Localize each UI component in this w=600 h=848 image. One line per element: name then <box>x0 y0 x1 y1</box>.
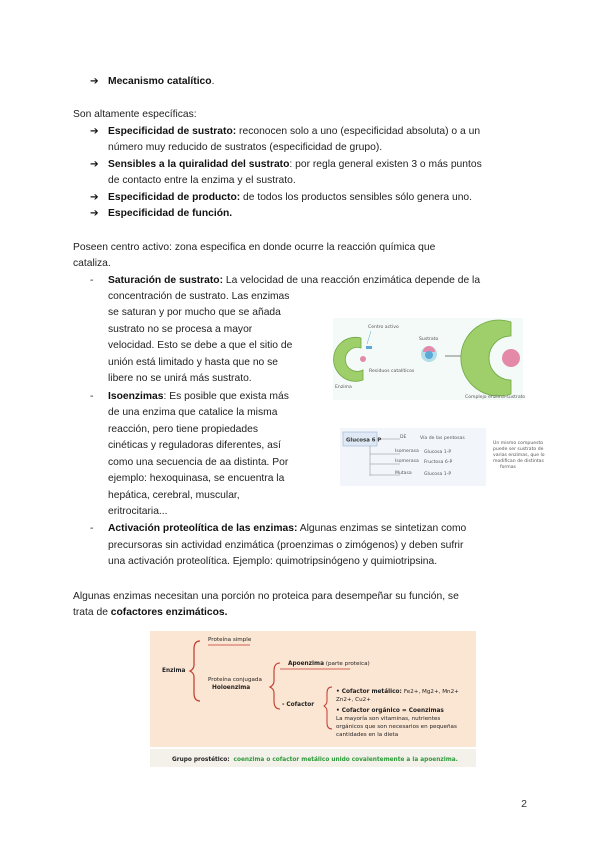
apoenzima-note: (parte proteica) <box>324 661 370 667</box>
cofactor-label: - Cofactor <box>282 702 315 708</box>
isoenzimas-text: de una enzima que catalice la misma <box>108 407 278 418</box>
note-line: Un mismo compuesto <box>493 441 544 446</box>
arrow-icon: ➔ <box>90 208 99 219</box>
cofactores-intro: Algunas enzimas necesitan una porción no proteica para desempeñar su función, se <box>73 591 459 602</box>
metalico-line2: Zn2+, Cu2+ <box>336 697 371 703</box>
holoenzima: Holoenzima <box>212 685 251 691</box>
note-line: puede ser sustrato de <box>493 447 544 452</box>
organico-label: • Cofactor orgánico = Coenzimas <box>336 708 444 714</box>
isoenzimas-text: reacción, pero tiene propiedades <box>108 424 258 435</box>
arrow-icon: ➔ <box>90 126 99 137</box>
row-left: DE <box>400 435 407 440</box>
proteina-simple: Proteína simple <box>208 637 252 643</box>
row-right: Glucosa 1-P <box>424 450 452 455</box>
catalytic-residue <box>360 356 366 362</box>
grupo-text: coenzima o cofactor metálico unido covalentemente a la apoenzima. <box>233 757 458 763</box>
specificity-item: ➔ Especificidad de función. <box>90 206 232 222</box>
apoenzima-line <box>288 661 370 667</box>
apoenzima-label: Apoenzima <box>288 661 324 667</box>
grupo-label: Grupo prostético: <box>172 757 230 763</box>
note-line: modifican de distintas <box>493 459 544 464</box>
glucose-6p-figure <box>340 428 545 486</box>
saturacion-text: concentración de sustrato. Las enzimas <box>108 291 290 302</box>
glucose-label: Glucosa 6 P <box>346 437 382 444</box>
note-line: formas <box>500 465 516 470</box>
arrow-icon: ➔ <box>90 76 99 87</box>
label-centro-activo: Centro activo <box>368 325 399 330</box>
activacion-text: precursoras sin actividad enzimática (proenzimas o zimógenos) y deben sufrir <box>108 540 464 551</box>
organico-line: La mayoría son vitaminas, nutrientes <box>336 716 441 722</box>
label-sustrato: Sustrato <box>419 337 439 342</box>
specificity-item: ➔ Especificidad de producto: de todos los productos sensibles sólo genera uno. <box>90 190 472 206</box>
activacion-item: - Activación proteolítica de las enzimas: Algunas enzimas se sintetizan como <box>90 523 467 534</box>
label-complejo: Complejo enzima-sustrato <box>465 395 526 400</box>
active-site-mark <box>366 346 372 349</box>
isoenzimas-text: hepática, cerebral, muscular, <box>108 490 240 501</box>
row-left: Isomerasa <box>395 449 419 454</box>
isoenzimas-text: cinéticas y reguladoras diferentes, así <box>108 440 281 451</box>
activacion-text: una activación proteolítica. Ejemplo: quimotripsinógeno y quimiotripsina. <box>108 556 438 567</box>
saturacion-item: - Saturación de sustrato: La velocidad de una reacción enzimática depende de la <box>90 275 481 286</box>
mecanismo-heading: ➔ Mecanismo catalítico. <box>90 74 214 90</box>
metalico-label: • Cofactor metálico: <box>336 689 404 695</box>
centro-activo-text-cont: cataliza. <box>73 258 111 269</box>
isoenzimas-text: ejemplo: hexoquinasa, se encuentra la <box>108 473 285 484</box>
saturacion-text: libere no se unirá más sustrato. <box>108 373 252 384</box>
cofactores-intro-cont: trata de cofactores enzimáticos. <box>73 607 228 618</box>
row-left: Mutasa <box>395 471 412 476</box>
substrate-core <box>425 351 433 359</box>
specificity-item-cont: de contacto entre la enzima y el sustrato. <box>108 175 296 186</box>
note-line: varias enzimas, que lo <box>493 453 545 458</box>
isoenzimas-text: como una secuencia de aa distinta. Por <box>108 457 289 468</box>
proteina-conjugada: Proteína conjugada <box>208 677 262 683</box>
metalico-values: Fe2+, Mg2+, Mn2+ <box>403 689 459 695</box>
complex-substrate-core <box>502 349 520 367</box>
saturacion-text: sustrato no se procesa a mayor <box>108 324 253 335</box>
arrow-icon: ➔ <box>90 192 99 203</box>
cofactores-figure <box>150 631 476 767</box>
row-right: Fructosa 6-P <box>424 460 453 465</box>
enzyme-substrate-figure <box>333 318 526 400</box>
specificity-item: ➔ Especificidad de sustrato: reconocen solo a uno (especificidad absoluta) o a un <box>90 124 480 140</box>
metalico-line1 <box>336 688 459 695</box>
isoenzimas-item: - Isoenzimas: Es posible que exista más <box>90 391 289 402</box>
row-left: Isomerasa <box>395 459 419 464</box>
intro-text: Son altamente específicas: <box>73 109 197 120</box>
organico-line: cantidades en la dieta <box>336 732 399 738</box>
label-residuos: Residuos catalíticos <box>369 369 415 374</box>
grupo-prostetico-line <box>172 756 458 763</box>
centro-activo-text: Poseen centro activo: zona especifica en donde ocurre la reacción química que <box>73 242 436 253</box>
specificity-item: ➔ Sensibles a la quiralidad del sustrato: por regla general existen 3 o más puntos <box>90 157 482 173</box>
label-enzima: Enzima <box>335 385 352 390</box>
saturacion-text: se saturan y por mucho que se añada <box>108 307 281 318</box>
saturacion-text: unión está limitado y hasta que no se <box>108 357 279 368</box>
specificity-item-cont: número muy reducido de sustratos (especificidad de grupo). <box>108 142 383 153</box>
page-number: 2 <box>521 798 527 810</box>
organico-line: orgánicos que son necesarios en pequeñas <box>336 724 457 730</box>
row-right: Vía de las pentosas <box>420 436 465 441</box>
saturacion-text: velocidad. Esto se debe a que el sitio de <box>108 340 293 351</box>
enzima-label: Enzima <box>162 668 186 674</box>
arrow-icon: ➔ <box>90 159 99 170</box>
row-right: Glucosa 1-P <box>424 472 452 477</box>
isoenzimas-text: eritrocitaria... <box>108 506 168 517</box>
